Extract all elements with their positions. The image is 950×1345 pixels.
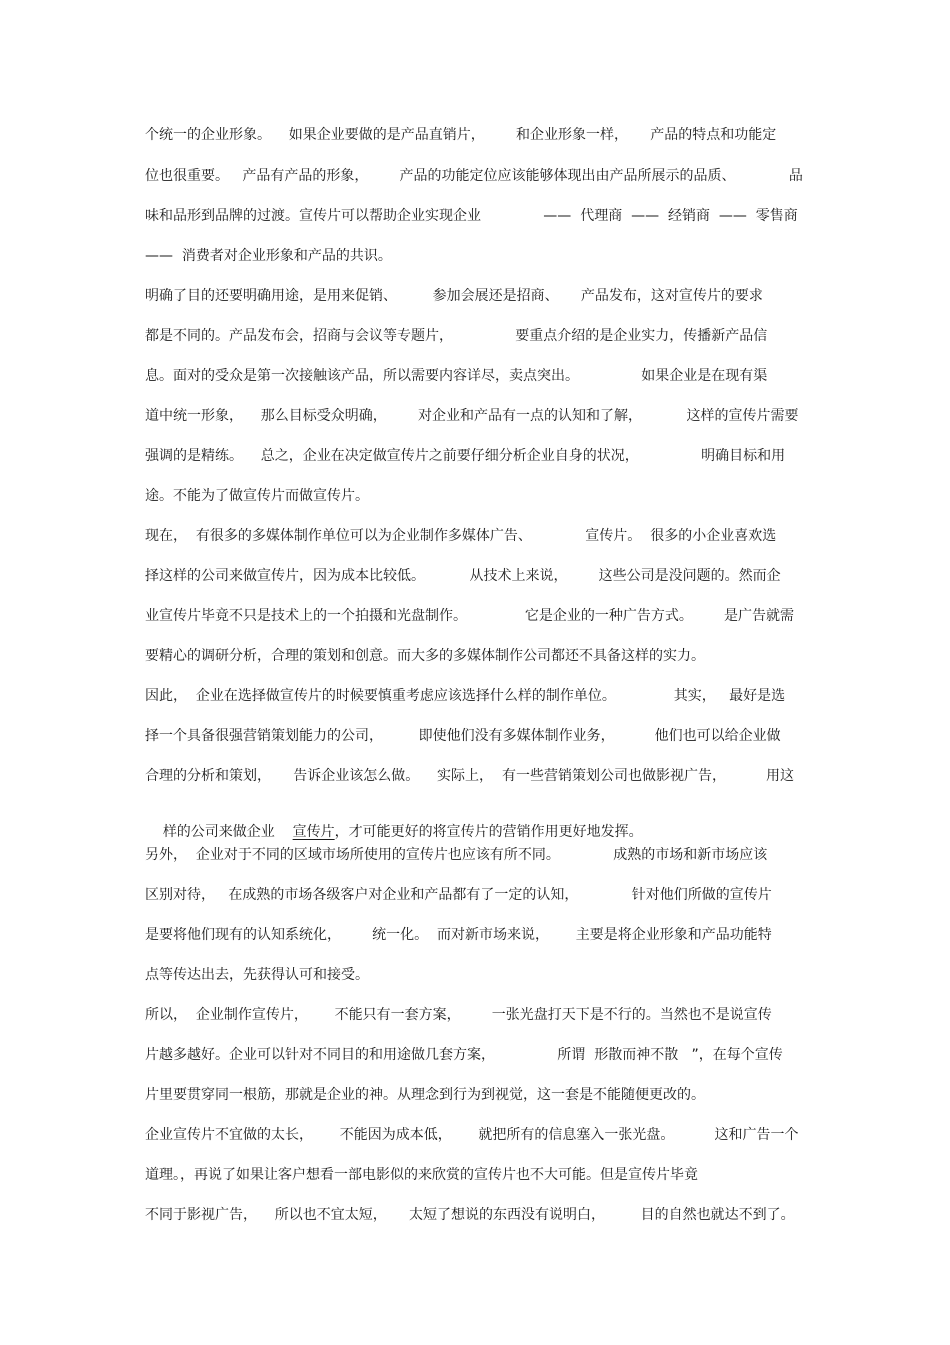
text-line: 个统一的企业形象。 如果企业要做的是产品直销片， 和企业形象一样， 产品的特点和功能定 <box>145 127 777 143</box>
text-line: 道理。，再说了如果让客户想看一部电影似的来欣赏的宣传片也不大可能。但是宣传片毕竟 <box>145 1167 698 1183</box>
text-line: 位也很重要。 产品有产品的形象， 产品的功能定位应该能够体现出由产品所展示的品质、 品 <box>145 168 803 184</box>
text-line: 业宣传片毕竟不只是技术上的一个拍摄和光盘制作。 它是企业的一种广告方式。 是广告就需 <box>145 608 795 624</box>
text-line: 途。不能为了做宣传片而做宣传片。 <box>145 488 369 504</box>
text-line: 片里要贯穿同一根筋，那就是企业的神。从理念到行为到视觉，这一套是不能随便更改的。 <box>145 1087 705 1103</box>
text-line: 合理的分析和策划， 告诉企业该怎么做。 实际上， 有一些营销策划公司也做影视广告， 用这 <box>145 768 795 784</box>
text-line: 道中统一形象， 那么目标受众明确， 对企业和产品有一点的认知和了解， 这样的宣传片需要 <box>145 408 799 424</box>
text-line: 明确了目的还要明确用途，是用来促销、 参加会展还是招商、 产品发布，这对宣传片的要求 <box>145 288 763 304</box>
text-line: 现在， 有很多的多媒体制作单位可以为企业制作多媒体广告、 宣传片。 很多的小企业喜欢选 <box>145 528 777 544</box>
text-line: 区别对待， 在成熟的市场各级客户对企业和产品都有了一定的认知， 针对他们所做的宣传片 <box>145 887 772 903</box>
text-line: 所以， 企业制作宣传片， 不能只有一套方案， 一张光盘打天下是不行的。当然也不是说宣传 <box>145 1007 772 1023</box>
promo-video-link[interactable]: 宣传片 <box>292 824 335 840</box>
text-line: 要精心的调研分析，合理的策划和创意。而大多的多媒体制作公司都还不具备这样的实力。 <box>145 648 705 664</box>
text-line: 强调的是精练。 总之，企业在决定做宣传片之前要仔细分析企业自身的状况， 明确目标和用 <box>145 448 786 464</box>
text-line: —— 消费者对企业形象和产品的共识。 <box>145 248 392 264</box>
text-line: 片越多越好。企业可以针对不同目的和用途做几套方案， 所谓 形散而神不散 ”，在每个宣传 <box>145 1047 783 1063</box>
text-line: 点等传达出去，先获得认可和接受。 <box>145 967 369 983</box>
text-line: 择一个具备很强营销策划能力的公司， 即使他们没有多媒体制作业务， 他们也可以给企业做 <box>145 728 781 744</box>
text-line: 不同于影视广告， 所以也不宜太短， 太短了想说的东西没有说明白， 目的自然也就达不到了。 <box>145 1207 795 1223</box>
text-segment: 样的公司来做企业 <box>162 824 293 840</box>
text-line: 是要将他们现有的认知系统化， 统一化。 而对新市场来说， 主要是将企业形象和产品功能特 <box>145 927 772 943</box>
text-segment: ，才可能更好的将宣传片的营销作用更好地发挥。 <box>334 824 643 840</box>
text-line: 另外， 企业对于不同的区域市场所使用的宣传片也应该有所不同。 成熟的市场和新市场应该 <box>145 847 768 863</box>
text-line: 择这样的公司来做宣传片，因为成本比较低。 从技术上来说， 这些公司是没问题的。然而企 <box>145 568 781 584</box>
text-line: 都是不同的。产品发布会，招商与会议等专题片， 要重点介绍的是企业实力，传播新产品信 <box>145 328 768 344</box>
text-line: 因此， 企业在选择做宣传片的时候要慎重考虑应该选择什么样的制作单位。 其实， 最好是选 <box>145 688 786 704</box>
text-line: 味和品形到品牌的过渡。宣传片可以帮助企业实现企业 —— 代理商 —— 经销商 —— 零售商 <box>145 208 798 224</box>
text-line: 息。面对的受众是第一次接触该产品，所以需要内容详尽，卖点突出。 如果企业是在现有渠 <box>145 368 768 384</box>
text-line: 企业宣传片不宜做的太长， 不能因为成本低， 就把所有的信息塞入一张光盘。 这和广告一个 <box>145 1127 799 1143</box>
